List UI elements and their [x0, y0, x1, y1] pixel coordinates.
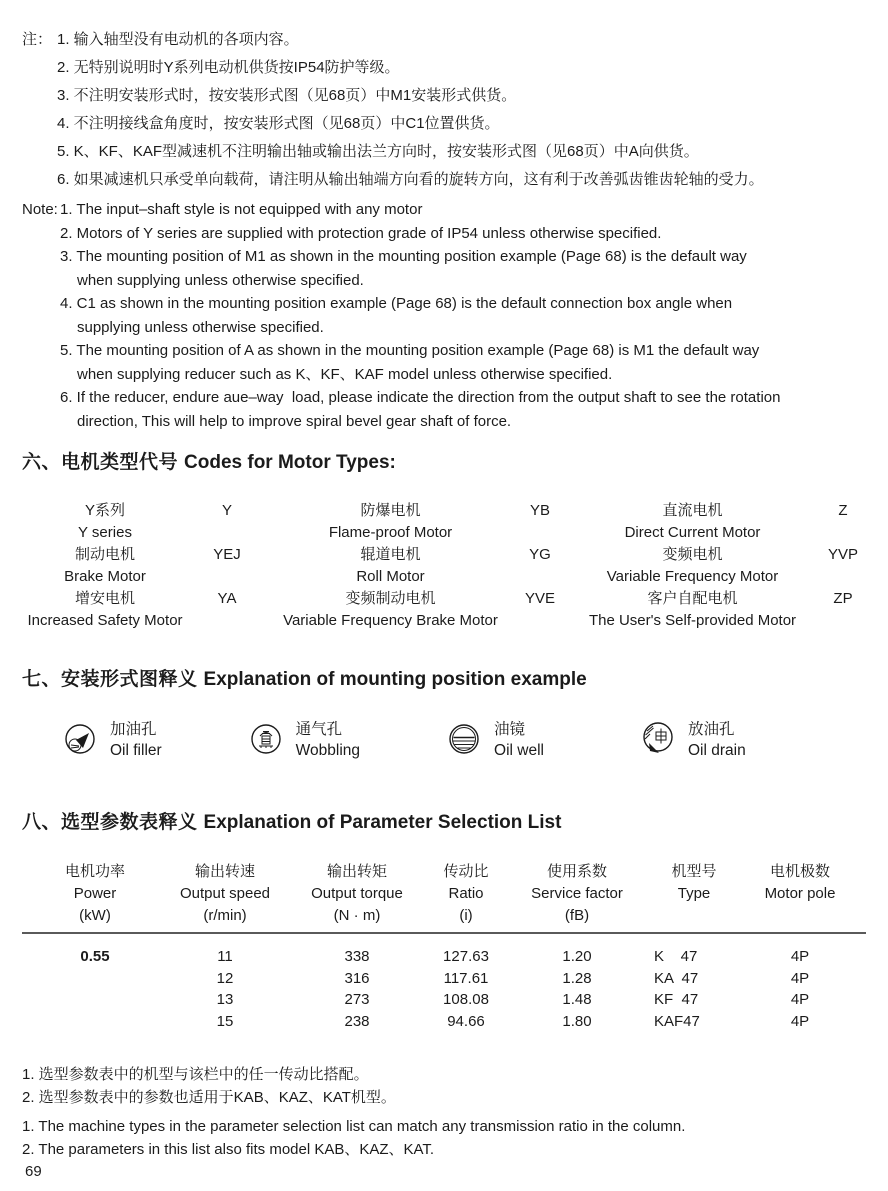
note-en-line: 2. Motors of Y series are supplied with protection grade of IP54 unless otherwise specified.	[60, 224, 662, 242]
cell-power	[22, 1011, 168, 1033]
note-en-line: when supplying unless otherwise specified.	[77, 271, 364, 289]
cell-power	[22, 989, 168, 1011]
motor-name-cn: 直流电机	[662, 502, 723, 519]
symbol-label-en: Wobbling	[295, 742, 361, 759]
motor-name-cn: 防爆电机	[360, 502, 421, 519]
motor-name-en: Increased Safety Motor	[27, 612, 183, 629]
motor-name-en: The User's Self-provided Motor	[588, 612, 797, 629]
motor-name-en: Variable Frequency Brake Motor	[283, 612, 498, 629]
motor-name-cn: 变频电机	[662, 546, 723, 563]
notes-cn-label: 注：	[22, 31, 53, 48]
notes-en-label: Note:	[22, 201, 58, 218]
param-table-body	[22, 946, 866, 1032]
column-header-power: 电机功率 Power (kW)	[64, 863, 125, 924]
section-heading-mounting	[22, 664, 866, 691]
cell-pole: 4P	[790, 969, 810, 987]
footer-note-en: 1. The machine types in the parameter selection list can match any transmission ratio in the column.	[22, 1118, 686, 1135]
motor-type-name	[565, 544, 820, 588]
section-title-en: Explanation of mounting position example	[203, 669, 587, 690]
symbol-label-cn: 通气孔	[295, 721, 343, 738]
cell-service-factor: 1.80	[562, 1012, 592, 1030]
cell-type: KA 47	[654, 969, 699, 987]
page-number: 69	[25, 1163, 42, 1180]
oil-drain-icon	[640, 720, 676, 760]
motor-type-name	[266, 544, 515, 588]
cell-speed: 15	[216, 1012, 234, 1030]
note-cn-line: 5. K、KF、KAF型减速机不注明输出轴或输出法兰方向时，按安装形式图（见68页）中A向供货。	[57, 143, 699, 160]
motor-name-en: Brake Motor	[64, 568, 146, 585]
cell-type: KAF47	[654, 1012, 700, 1030]
cell-service-factor: 1.28	[562, 969, 592, 987]
mounting-symbol-oil-drain	[640, 719, 746, 761]
note-en-line: 4. C1 as shown in the mounting position example (Page 68) is the default connection box angle when	[60, 295, 733, 312]
cell-power	[22, 968, 168, 990]
motor-name-en: Direct Current Motor	[624, 524, 761, 541]
motor-code: YVP	[827, 546, 858, 563]
section-title-cn: 七、安装形式图释义	[22, 669, 198, 690]
cell-ratio: 108.08	[443, 991, 489, 1008]
section-title-en: Explanation of Parameter Selection List	[203, 812, 562, 833]
cell-speed: 13	[216, 991, 234, 1008]
motor-name-cn: 辊道电机	[360, 546, 421, 563]
note-cn-line: 2. 无特别说明时Y系列电动机供货按IP54防护等级。	[57, 59, 400, 76]
column-header-service-factor: 使用系数 Service factor (fB)	[531, 863, 623, 924]
footer-note-cn: 1. 选型参数表中的机型与该栏中的任一传动比搭配。	[22, 1066, 369, 1083]
cell-pole: 4P	[790, 991, 810, 1008]
mounting-symbol-oil-filler	[62, 719, 162, 761]
footer-note-cn: 2. 选型参数表中的参数也适用于KAB、KAZ、KAT机型。	[22, 1089, 396, 1106]
note-cn-line: 1. 输入轴型没有电动机的各项内容。	[57, 31, 299, 48]
motor-code: Z	[838, 502, 848, 519]
mounting-symbol-breather	[248, 719, 360, 761]
notes-chinese	[22, 26, 866, 194]
footer-note-en: 2. The parameters in this list also fits model KAB、KAZ、KAT.	[22, 1141, 435, 1158]
symbol-label-cn: 放油孔	[687, 721, 735, 738]
oil-sight-glass-icon	[446, 720, 482, 760]
motor-name-en: Roll Motor	[356, 568, 425, 585]
oil-filler-icon	[62, 720, 98, 760]
symbol-label-en: Oil drain	[687, 742, 746, 759]
motor-code: ZP	[833, 590, 853, 607]
motor-name-cn: 客户自配电机	[647, 590, 738, 607]
cell-ratio: 94.66	[447, 1012, 485, 1030]
cell-torque: 338	[344, 948, 370, 965]
note-cn-line: 4. 不注明接线盒角度时，按安装形式图（见68页）中C1位置供货。	[57, 115, 500, 132]
column-header-ratio: 传动比 Ratio (i)	[443, 863, 489, 924]
cell-ratio: 117.61	[443, 969, 489, 987]
note-cn-line: 3. 不注明安装形式时，按安装形式图（见68页）中M1安装形式供货。	[57, 87, 517, 104]
motor-code: YA	[217, 590, 237, 607]
note-en-line: supplying unless otherwise specified.	[77, 318, 324, 336]
cell-service-factor: 1.48	[562, 991, 592, 1008]
mounting-symbol-oil-sight	[446, 719, 544, 761]
column-header-output-speed: 输出转速 Output speed (r/min)	[179, 863, 271, 924]
mounting-symbols-row	[22, 711, 866, 769]
motor-code: YB	[529, 502, 550, 519]
motor-code: YEJ	[213, 546, 241, 563]
motor-type-name	[22, 544, 188, 588]
cell-power: 0.55	[80, 948, 110, 965]
motor-code: YG	[529, 546, 551, 563]
note-en-line: 1. The input–shaft style is not equipped with any motor	[60, 201, 423, 218]
motor-type-name	[266, 588, 515, 632]
symbol-label-en: Oil well	[494, 742, 544, 759]
column-header-type: 机型号 Type	[671, 863, 717, 902]
motor-code: YVE	[524, 590, 555, 607]
motor-name-cn: 制动电机	[74, 546, 135, 563]
section-title-cn: 六、电机类型代号	[22, 452, 179, 473]
motor-type-name	[266, 500, 515, 544]
breather-vent-icon	[248, 720, 284, 760]
column-header-motor-pole: 电机极数 Motor pole	[764, 863, 836, 902]
section-heading-parameters	[22, 807, 866, 834]
cell-torque: 316	[344, 969, 370, 987]
cell-speed: 12	[216, 969, 234, 987]
note-en-line: 6. If the reducer, endure aue–way load, please indicate the direction from the output shaft to see the rotation	[60, 389, 781, 406]
motor-type-name	[565, 588, 820, 632]
cell-torque: 238	[344, 1012, 370, 1030]
note-en-line: when supplying reducer such as K、KF、KAF model unless otherwise specified.	[77, 365, 613, 383]
motor-codes-table	[22, 500, 866, 632]
notes-english	[22, 198, 866, 433]
motor-name-en: Flame-proof Motor	[328, 524, 453, 541]
cell-pole: 4P	[790, 948, 810, 965]
section-title-cn: 八、选型参数表释义	[22, 812, 198, 833]
section-title-en: Codes for Motor Types:	[184, 452, 396, 473]
note-en-line: direction, This will help to improve spiral bevel gear shaft of force.	[77, 412, 512, 430]
motor-code: Y	[221, 502, 232, 519]
cell-speed: 11	[217, 948, 233, 965]
motor-name-cn: 增安电机	[74, 590, 135, 607]
motor-name-cn: 变频制动电机	[345, 590, 436, 607]
column-header-output-torque: 输出转矩 Output torque (N · m)	[311, 863, 403, 924]
cell-service-factor: 1.20	[562, 948, 592, 965]
table-divider	[22, 932, 866, 934]
motor-type-name	[22, 588, 188, 632]
section-heading-motor-codes	[22, 447, 866, 474]
footer-notes	[22, 1063, 866, 1161]
cell-type: KF 47	[654, 991, 699, 1008]
symbol-label-en: Oil filler	[110, 742, 162, 759]
note-en-line: 3. The mounting position of M1 as shown in the mounting position example (Page 68) is the default way	[60, 248, 747, 265]
motor-name-cn: Y系列	[84, 502, 125, 519]
note-en-line: 5. The mounting position of A as shown in the mounting position example (Page 68) is M1 the default way	[60, 342, 760, 359]
symbol-label-cn: 加油孔	[110, 721, 157, 738]
note-cn-line: 6. 如果减速机只承受单向载荷，请注明从输出轴端方向看的旋转方向，这有利于改善弧齿锥齿轮轴的受力。	[57, 171, 764, 188]
cell-type: K 47	[654, 948, 698, 965]
cell-torque: 273	[344, 991, 370, 1008]
motor-name-en: Variable Frequency Motor	[606, 568, 779, 585]
motor-type-name	[565, 500, 820, 544]
symbol-label-cn: 油镜	[494, 721, 526, 738]
cell-pole: 4P	[790, 1012, 810, 1030]
cell-ratio: 127.63	[443, 948, 489, 965]
param-table-header	[22, 861, 866, 927]
motor-name-en: Y series	[78, 524, 132, 541]
motor-type-name	[22, 500, 188, 544]
